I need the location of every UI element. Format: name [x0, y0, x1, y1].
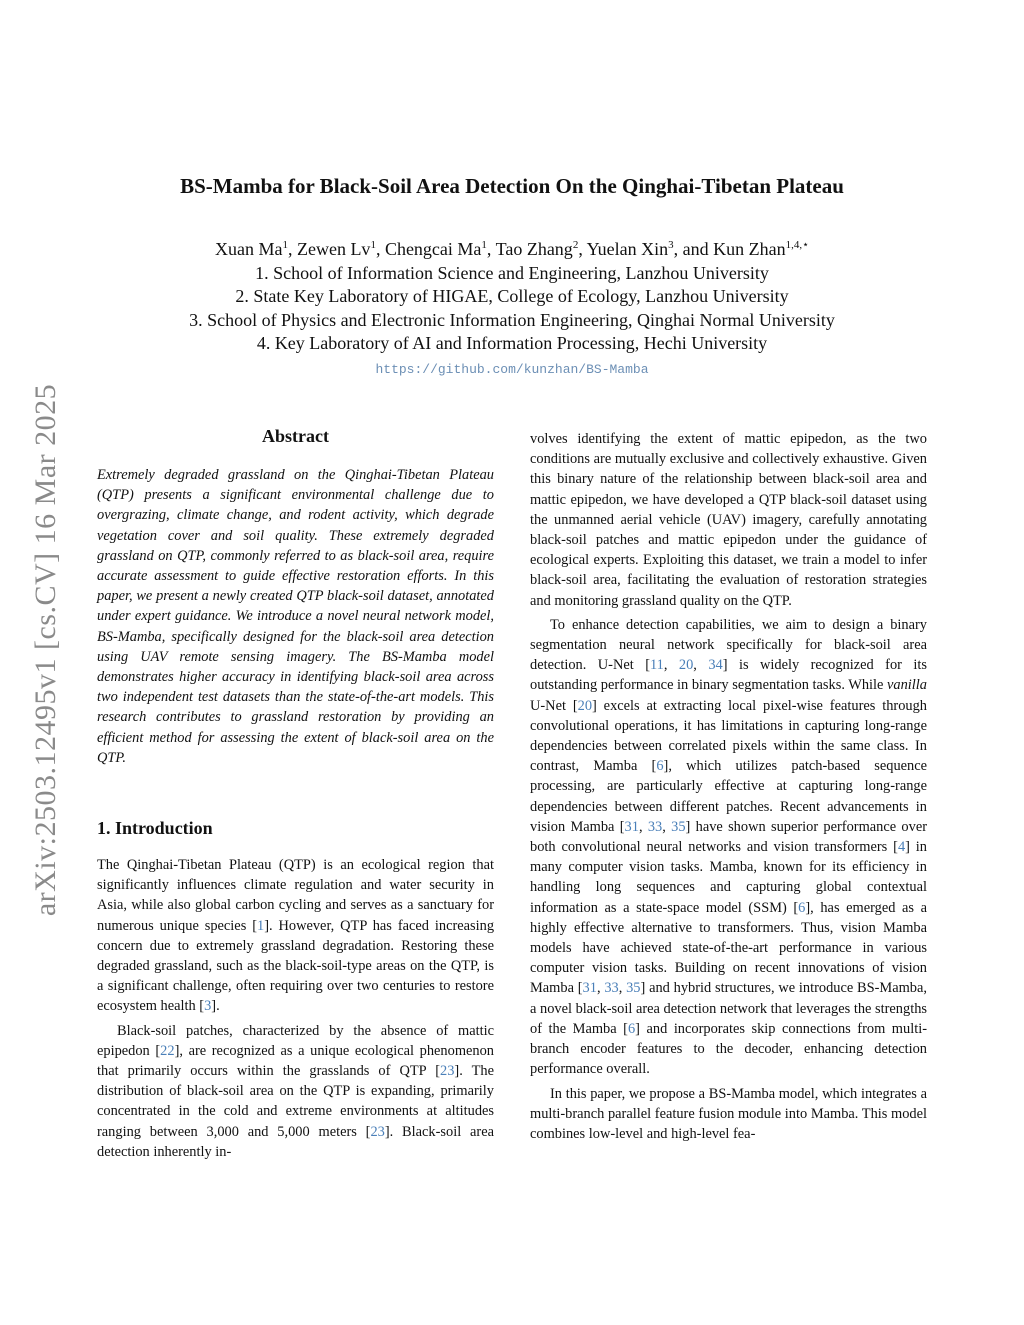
text-run: , — [638, 818, 648, 835]
author-name: Kun Zhan — [713, 239, 786, 259]
left-column — [97, 426, 494, 1162]
citation-link[interactable]: 11 — [649, 657, 664, 674]
text-run: , — [663, 657, 679, 674]
author-affiliation-marker: 2 — [572, 239, 579, 251]
author-name: Tao Zhang — [495, 239, 573, 259]
citation-link[interactable]: 6 — [627, 1020, 636, 1037]
citation-link[interactable]: 20 — [678, 657, 694, 674]
text-run: ]. The distribution of black-soil area on the QTP is expanding, primarily concentrated in the cold and extreme environments at altitudes ranging between 3,000 and 5,000 meters [ — [97, 1063, 494, 1140]
paragraph — [530, 615, 927, 1080]
author-separator: , — [486, 239, 496, 259]
citation-link[interactable]: 1 — [257, 917, 265, 934]
text-run: volves identifying the extent of mattic epipedon, as the two conditions are mutually exclusive and collectively exhaustive. Given this binary nature of the relationship between black-soil area and mattic epipedon, we have developed a QTP black-soil dataset using the unmanned aerial vehicle (UAV) imagery, carefully annotating black-soil patches and mattic epipedon under the guidance of ecological experts. Exploiting this dataset, we train a model to infer black-soil area, facilitating the evaluation of restoration strategies and monitoring grassland quality on the QTP. — [530, 431, 927, 609]
author-separator: , and — [673, 239, 714, 259]
text-run: ] and hybrid structures, we introduce BS-Mamba, a novel black-soil area detection network that leverages the strengths of the Mamba [ — [530, 980, 927, 1037]
text-run: ], has emerged as a highly effective alternative to transformers. Thus, vision Mamba models have achieved state-of-the-art performance in various computer vision tasks. Building on recent innovations of vision Mamba [ — [530, 899, 927, 997]
text-run: U-Net [ — [530, 697, 578, 714]
text-run: , — [662, 818, 672, 835]
author-block — [0, 238, 1024, 356]
citation-link[interactable]: 23 — [370, 1123, 385, 1140]
author-name: Xuan Ma — [214, 239, 283, 259]
affiliation-1: 1. School of Information Science and Engineering, Lanzhou University — [255, 262, 769, 283]
citation-link[interactable]: 31 — [582, 980, 597, 997]
citation-link[interactable]: 20 — [577, 697, 593, 714]
text-run: ] in many computer vision tasks. Mamba, known for its efficiency in handling long sequences and capturing global contextual information as a state-space model (SSM) [ — [530, 839, 928, 916]
author-affiliation-marker: 1,4,⋆ — [785, 239, 810, 251]
author-separator: , — [287, 239, 297, 259]
introduction-heading: 1. Introduction — [97, 818, 213, 839]
text-run: ] and incorporates skip connections from multi-branch encoder features to the decoder, enhancing detection performance overall. — [530, 1020, 927, 1078]
text-run: ]. — [211, 998, 220, 1015]
citation-link[interactable]: 35 — [626, 980, 641, 997]
author-affiliation-marker: 3 — [668, 239, 674, 251]
citation-link[interactable]: 3 — [204, 998, 212, 1015]
arxiv-identifier-sidebar — [24, 350, 68, 950]
text-run: ] excels at extracting local pixel-wise features through convolutional operations, it has limitations in capturing long-range dependencies between correlated pixels within the same class. In contrast, Mamba [ — [530, 697, 927, 775]
text-run: ]. However, QTP has faced increasing concern due to extremely grassland degradation. Restoring these degraded grassland, such as the black-soil-type areas on the QTP, is a significant challenge, often requiring over two centuries to restore ecosystem health [ — [97, 917, 495, 1015]
author-name: Chengcai Ma — [384, 239, 482, 259]
repository-link[interactable]: https://github.com/kunzhan/BS-Mamba — [375, 362, 649, 377]
author-separator: , — [375, 239, 385, 259]
arxiv-identifier: arXiv:2503.12495v1 [cs.CV] 16 Mar 2025 — [29, 383, 62, 917]
text-run: Black-soil patches, characterized by the absence of mattic epipedon [ — [97, 1022, 494, 1059]
citation-link[interactable]: 4 — [897, 839, 906, 856]
citation-link[interactable]: 31 — [624, 818, 639, 835]
abstract-heading: Abstract — [262, 426, 329, 446]
citation-link[interactable]: 33 — [604, 980, 619, 997]
text-run: , — [693, 657, 709, 674]
author-name: Zewen Lv — [296, 239, 371, 259]
affiliation-3: 3. School of Physics and Electronic Information Engineering, Qinghai Normal University — [189, 309, 835, 330]
author-affiliation-marker: 1 — [282, 239, 288, 251]
text-run: The Qinghai-Tibetan Plateau (QTP) is an ecological region that significantly influences climate regulation and water security in Asia, while also global carbon cycling and serves as a sanctuary for numerous unique species [ — [97, 857, 494, 934]
text-run: In this paper, we propose a BS-Mamba model, which integrates a multi-branch parallel feature fusion module into Mamba. This model combines low-level and high-level fea- — [530, 1085, 927, 1142]
author-separator: , — [578, 239, 587, 259]
author-affiliation-marker: 1 — [481, 239, 487, 251]
affiliation-2: 2. State Key Laboratory of HIGAE, College of Ecology, Lanzhou University — [235, 286, 789, 306]
text-run: ]. Black-soil area detection inherently in- — [97, 1123, 494, 1160]
text-run: ], which utilizes patch-based sequence processing, are particularly effective at capturing long-range dependencies between different patches. Recent advancements in vision Mamba [ — [530, 758, 927, 835]
text-run: ] have shown superior performance over both convolutional neural networks and vision transformers [ — [530, 818, 927, 856]
text-run: , — [618, 980, 627, 997]
text-run: ] is widely recognized for its outstanding performance in binary segmentation tasks. While — [530, 657, 927, 694]
paragraph — [97, 855, 494, 1017]
paragraph — [530, 1084, 927, 1145]
citation-link[interactable]: 23 — [440, 1063, 455, 1080]
paper-title: BS-Mamba for Black-Soil Area Detection On the Qinghai-Tibetan Plateau — [180, 174, 844, 198]
citation-link[interactable]: 22 — [160, 1042, 175, 1059]
paragraph — [530, 429, 927, 611]
text-run: To enhance detection capabilities, we aim to design a binary segmentation neural network specifically for black-soil area detection. U-Net [ — [530, 616, 927, 674]
citation-link[interactable]: 34 — [708, 657, 723, 674]
right-column-body — [530, 429, 927, 1144]
citation-link[interactable]: 6 — [798, 899, 806, 916]
citation-link[interactable]: 33 — [647, 818, 663, 835]
author-names — [0, 238, 1024, 262]
affiliation-4: 4. Key Laboratory of AI and Information Processing, Hechi University — [256, 333, 768, 353]
introduction-body — [97, 855, 494, 1162]
abstract-text: Extremely degraded grassland on the Qinghai-Tibetan Plateau (QTP) presents a significant environmental challenge due to overgrazing, climate change, and rodent activity, which degrade vegetation cover and soil quality. These extremely degraded grassland on QTP, commonly referred to as black-soil area, require accurate assessment to guide effective restoration efforts. In this paper, we present a newly created QTP black-soil dataset, annotated under expert guidance. We introduce a novel neural network model, BS-Mamba, specifically designed for the black-soil area detection using UAV remote sensing imagery. The BS-Mamba model demonstrates higher accuracy in identifying black-soil area across two independent test datasets than the state-of-the-art models. This research contributes to grassland restoration by providing an efficient method for assessing the extent of black-soil area on the QTP. — [97, 467, 494, 766]
text-run: , — [596, 980, 605, 997]
paragraph — [97, 1021, 494, 1162]
text-run: ], are recognized as a unique ecological phenomenon that primarily occurs within the grasslands of QTP [ — [97, 1042, 494, 1080]
citation-link[interactable]: 6 — [656, 758, 664, 775]
citation-link[interactable]: 35 — [671, 818, 686, 835]
right-column — [530, 429, 927, 1144]
author-name: Yuelan Xin — [586, 239, 669, 259]
author-affiliation-marker: 1 — [370, 239, 376, 251]
emphasis-text: vanilla — [887, 677, 927, 694]
